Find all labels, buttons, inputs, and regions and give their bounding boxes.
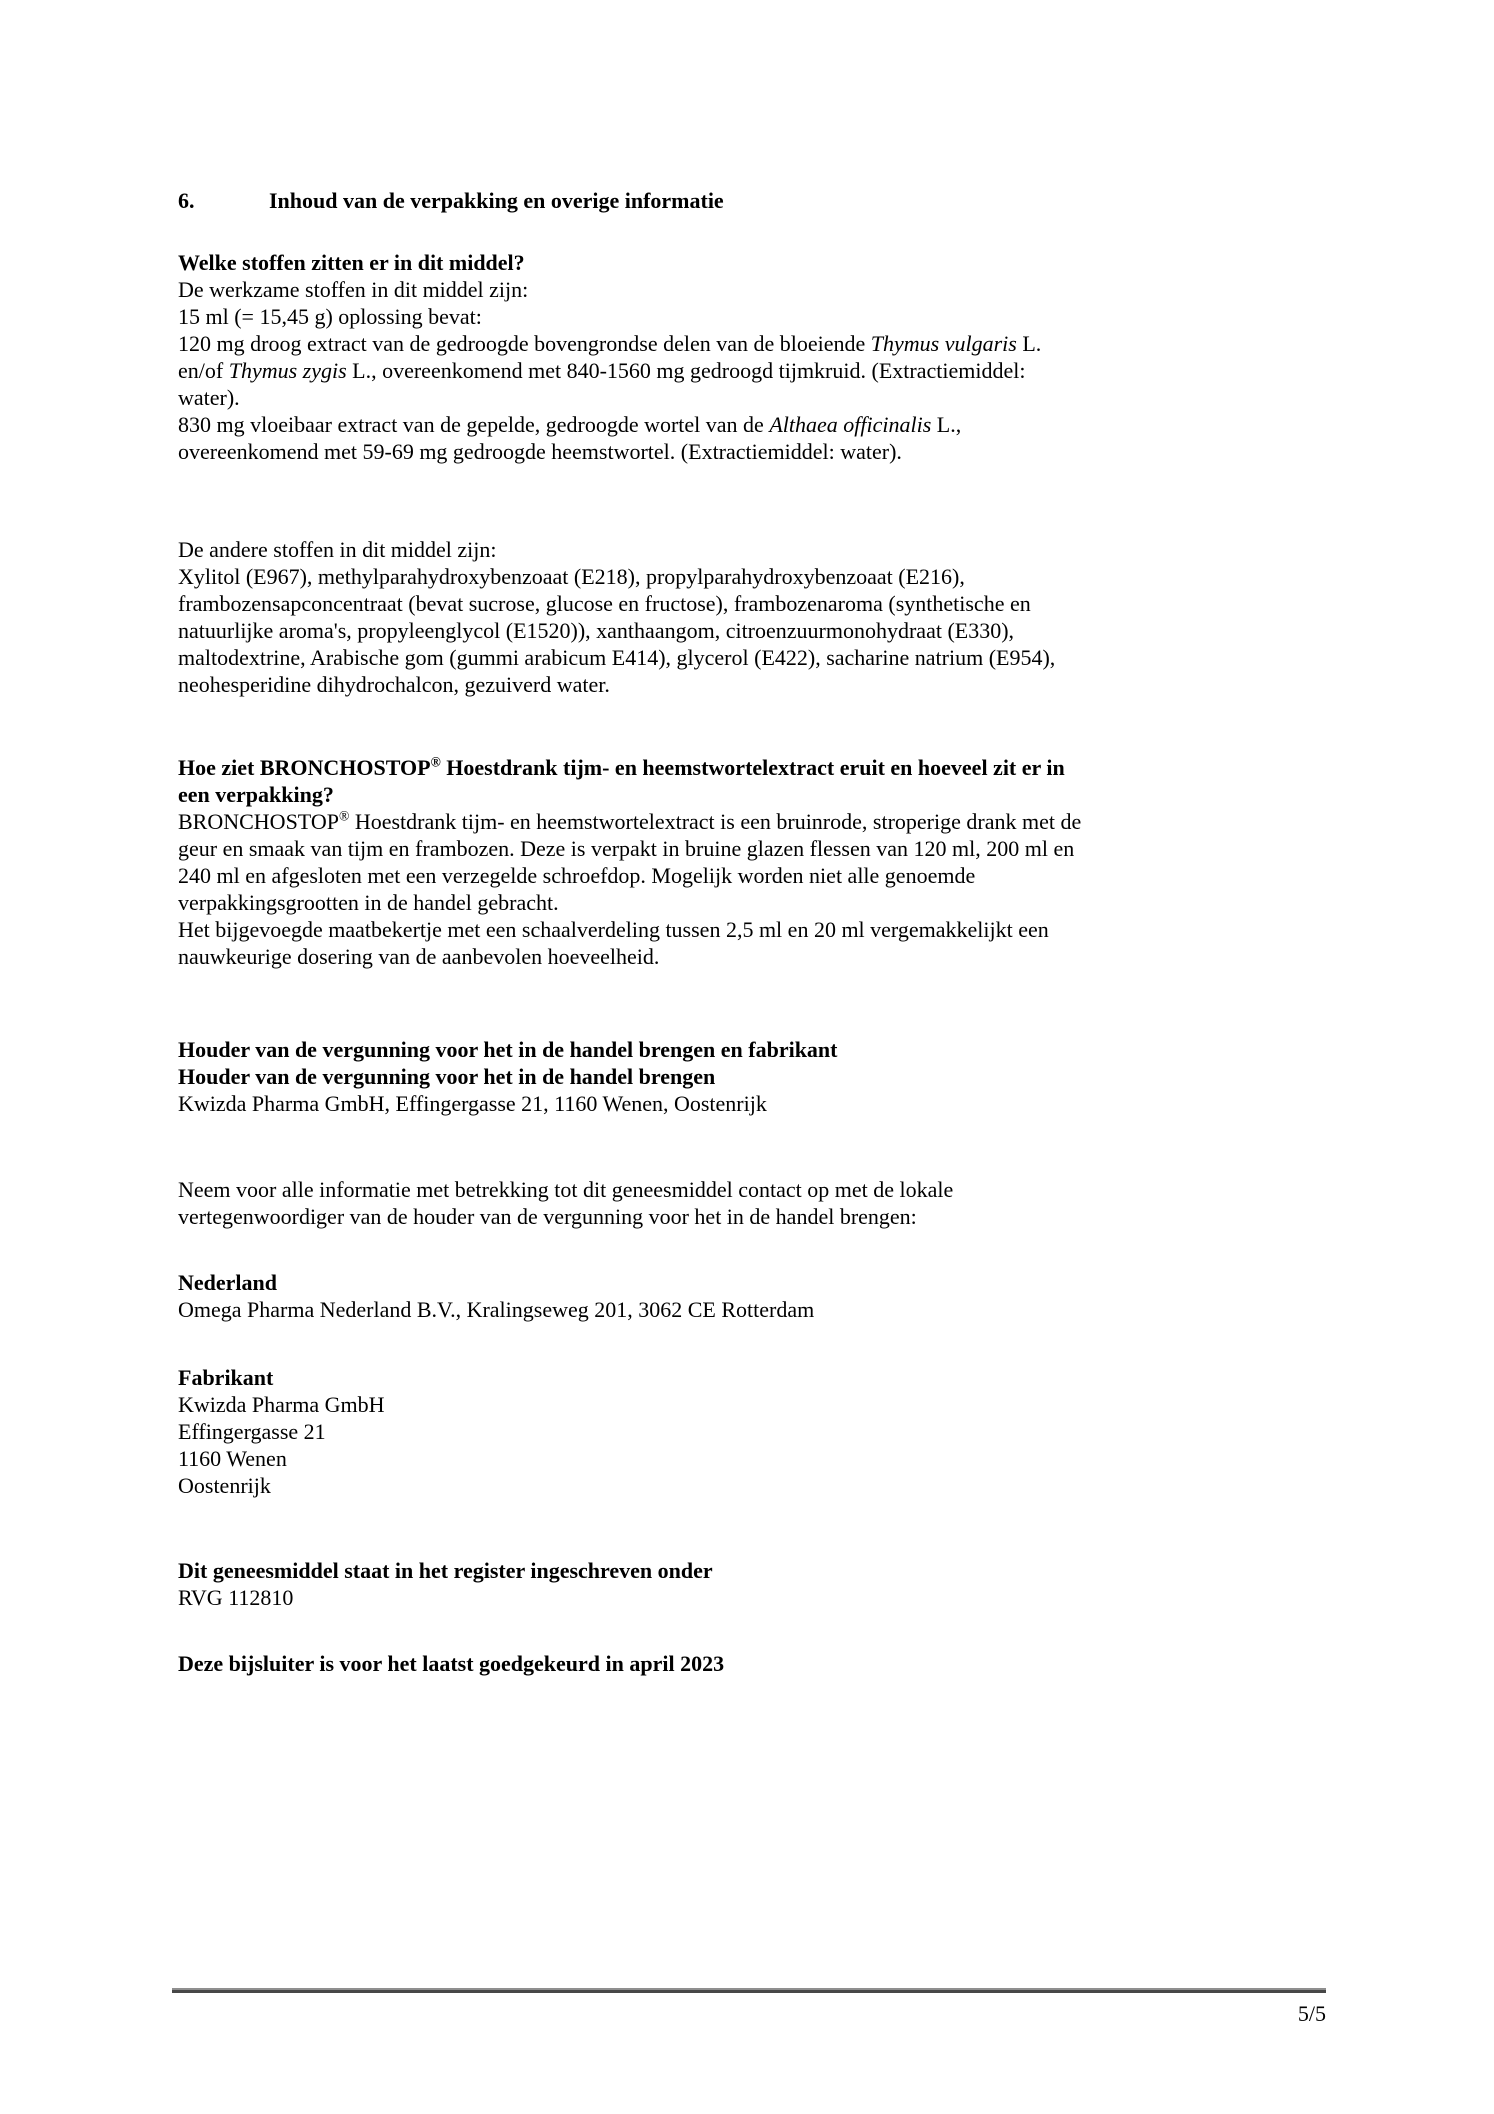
bold-text-line [178,1269,1348,1296]
paragraph-spacer [178,1611,1348,1650]
latin-name-italic: Thymus zygis [228,358,347,383]
text-segment: nauwkeurige dosering van de aanbevolen hoeveelheid. [178,944,660,969]
bold-text-line [178,1036,1348,1063]
text-line [178,536,1348,563]
text-line [178,303,1348,330]
text-line [178,438,1348,465]
paragraph-spacer [178,214,1348,249]
text-line [178,1418,1348,1445]
text-segment: vertegenwoordiger van de houder van de vergunning voor het in de handel brengen: [178,1204,917,1229]
paragraph [178,249,1348,465]
text-line [178,1584,1348,1611]
text-line [178,384,1348,411]
text-segment: Xylitol (E967), methylparahydroxybenzoaat (E218), propylparahydroxybenzoaat (E216), [178,564,965,589]
text-segment: geur en smaak van tijm en frambozen. Deze is verpakt in bruine glazen flessen van 120 ml, 200 ml en [178,836,1075,861]
text-segment: Inhoud van de verpakking en overige informatie [269,188,724,213]
text-line [178,1090,1348,1117]
text-segment: Omega Pharma Nederland B.V., Kralingseweg 201, 3062 CE Rotterdam [178,1297,815,1322]
text-line [178,1296,1348,1323]
text-segment: Hoestdrank tijm- en heemstwortelextract eruit en hoeveel zit er in [440,755,1065,780]
paragraph [178,1650,1348,1677]
registered-trademark-sup: ® [430,754,441,770]
text-segment: Fabrikant [178,1365,274,1390]
text-segment: Het bijgevoegde maatbekertje met een schaalverdeling tussen 2,5 ml en 20 ml vergemakkelijkt een [178,917,1049,942]
text-line [178,1445,1348,1472]
paragraph-spacer [178,1117,1348,1176]
paragraph [178,1176,1348,1230]
section-number: 6. [178,188,195,213]
text-line [178,889,1348,916]
numbered-section-heading [178,187,1348,214]
text-segment: water). [178,385,240,410]
text-line [178,411,1348,438]
document-page [178,187,1348,1677]
paragraph [178,1557,1348,1611]
text-segment: en/of [178,358,229,383]
text-line [178,916,1348,943]
bold-text-line [178,1364,1348,1391]
text-line [178,943,1348,970]
text-line [178,671,1348,698]
text-segment: een verpakking? [178,782,334,807]
text-segment: natuurlijke aroma's, propyleenglycol (E1520)), xanthaangom, citroenzuurmonohydraat (E330), [178,618,1015,643]
text-line [178,357,1348,384]
text-segment: Kwizda Pharma GmbH, Effingergasse 21, 1160 Wenen, Oostenrijk [178,1091,767,1116]
text-segment: 15 ml (= 15,45 g) oplossing bevat: [178,304,482,329]
text-segment: 240 ml en afgesloten met een verzegelde schroefdop. Mogelijk worden niet alle genoemde [178,863,976,888]
text-line [178,563,1348,590]
text-segment: Deze bijsluiter is voor het laatst goedgekeurd in april 2023 [178,1651,725,1676]
text-line [178,644,1348,671]
text-segment: overeenkomend met 59-69 mg gedroogde heemstwortel. (Extractiemiddel: water). [178,439,902,464]
latin-name-italic: Thymus vulgaris [870,331,1017,356]
text-segment: maltodextrine, Arabische gom (gummi arabicum E414), glycerol (E422), sacharine natrium (E954), [178,645,1056,670]
bold-text-line [178,249,1348,276]
bold-text-line [178,781,1348,808]
text-segment: Houder van de vergunning voor het in de handel brengen [178,1064,716,1089]
text-line [178,1176,1348,1203]
text-segment: 120 mg droog extract van de gedroogde bovengrondse delen van de bloeiende [178,331,871,356]
text-segment: Neem voor alle informatie met betrekking tot dit geneesmiddel contact op met de lokale [178,1177,954,1202]
text-line [178,808,1348,835]
paragraph-spacer [178,970,1348,1036]
paragraph [178,1036,1348,1117]
paragraph-spacer [178,698,1348,754]
text-segment: Houder van de vergunning voor het in de handel brengen en fabrikant [178,1037,838,1062]
text-segment: Nederland [178,1270,277,1295]
text-segment: 830 mg vloeibaar extract van de gepelde, gedroogde wortel van de [178,412,770,437]
text-segment: Dit geneesmiddel staat in het register ingeschreven onder [178,1558,713,1583]
text-segment: RVG 112810 [178,1585,294,1610]
text-segment: 1160 Wenen [178,1446,287,1471]
text-line [178,1203,1348,1230]
text-segment: L., [931,412,962,437]
bold-text-line [178,1650,1348,1677]
text-line [178,1472,1348,1499]
paragraph-spacer [178,1230,1348,1269]
bold-text-line [178,1063,1348,1090]
text-segment: Hoestdrank tijm- en heemstwortelextract is een bruinrode, stroperige drank met de [349,809,1082,834]
paragraph [178,1269,1348,1323]
text-segment: Oostenrijk [178,1473,271,1498]
footer-divider [172,1988,1326,1993]
text-segment: Hoe ziet BRONCHOSTOP [178,755,431,780]
text-segment: De andere stoffen in dit middel zijn: [178,537,497,562]
text-segment: Effingergasse 21 [178,1419,326,1444]
paragraph [178,1364,1348,1499]
latin-name-italic: Althaea officinalis [769,412,932,437]
bold-text-line [178,754,1348,781]
paragraph-spacer [178,1499,1348,1557]
paragraph [178,754,1348,970]
text-line [178,835,1348,862]
text-segment: Kwizda Pharma GmbH [178,1392,385,1417]
text-line [178,1391,1348,1418]
paragraph [178,536,1348,698]
text-line [178,862,1348,889]
text-segment: L., overeenkomend met 840-1560 mg gedroogd tijmkruid. (Extractiemiddel: [346,358,1026,383]
text-line [178,330,1348,357]
paragraph-spacer [178,465,1348,536]
page-number: 5/5 [1297,2001,1326,2026]
text-segment: verpakkingsgrootten in de handel gebracht. [178,890,559,915]
text-segment: L. [1016,331,1042,356]
text-segment: neohesperidine dihydrochalcon, gezuiverd water. [178,672,610,697]
paragraph-spacer [178,1323,1348,1364]
text-segment: Welke stoffen zitten er in dit middel? [178,250,525,275]
text-segment: BRONCHOSTOP [178,809,339,834]
text-line [178,617,1348,644]
text-line [178,590,1348,617]
bold-text-line [178,1557,1348,1584]
text-segment: De werkzame stoffen in dit middel zijn: [178,277,529,302]
registered-trademark-sup: ® [338,808,350,824]
text-segment: frambozensapconcentraat (bevat sucrose, glucose en fructose), frambozenaroma (synthetische en [178,591,1031,616]
text-line [178,276,1348,303]
